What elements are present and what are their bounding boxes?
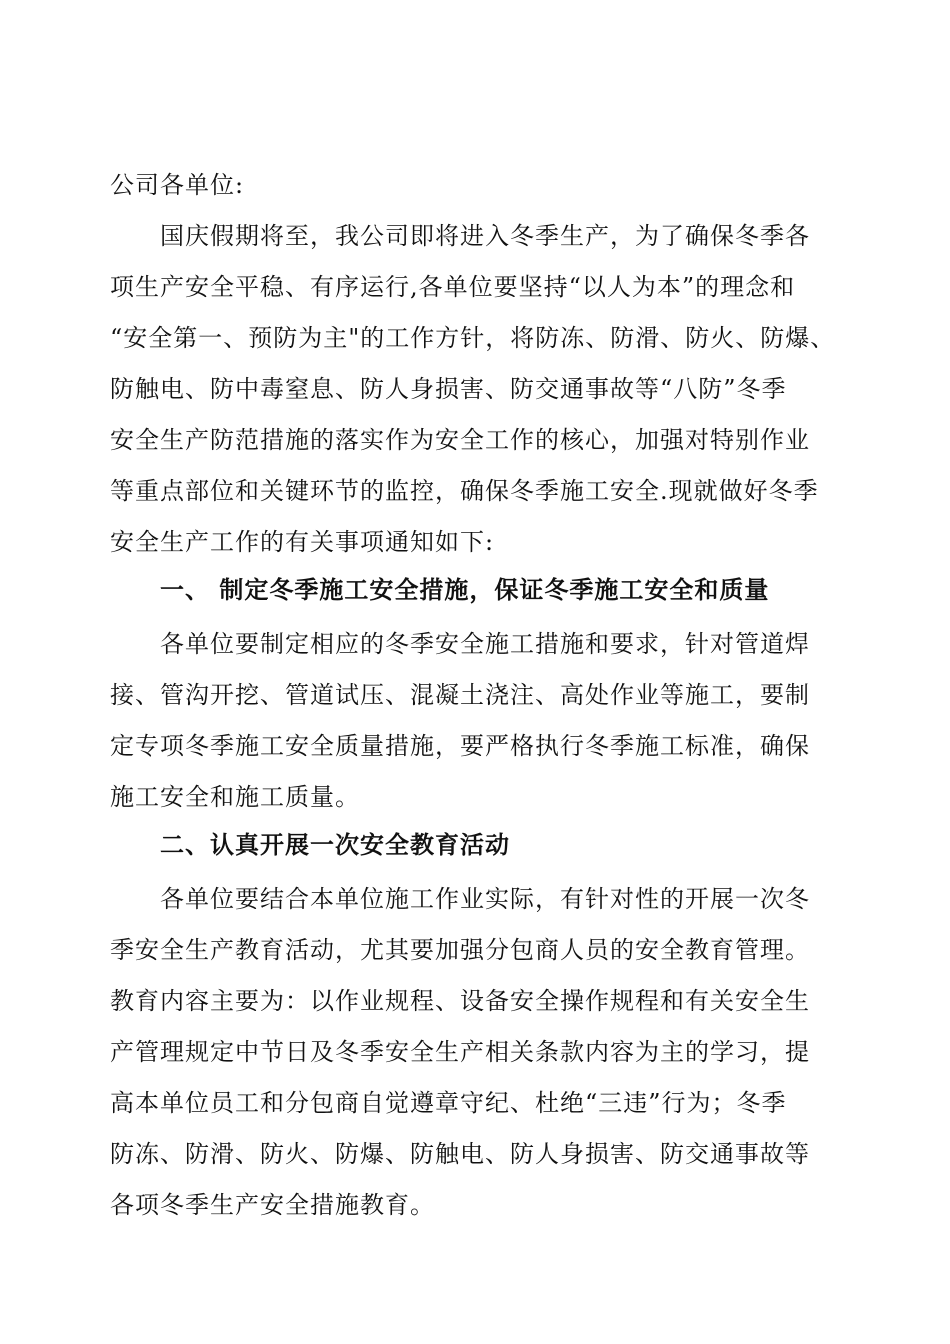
section-2-line-7: 各项冬季生产安全措施教育。	[110, 1191, 435, 1219]
intro-line-1: 国庆假期将至，我公司即将进入冬季生产，为了确保冬季各	[160, 222, 810, 250]
section-2-line-1: 各单位要结合本单位施工作业实际，有针对性的开展一次冬	[160, 885, 810, 913]
section-2-line-3: 教育内容主要为：以作业规程、设备安全操作规程和有关安全生	[110, 987, 810, 1015]
section-2-heading: 二、认真开展一次安全教育活动	[160, 831, 510, 859]
intro-line-5: 安全生产防范措施的落实作为安全工作的核心，加强对特别作业	[110, 426, 810, 454]
section-1-line-4: 施工安全和施工质量。	[110, 783, 360, 811]
intro-line-3: “安全第一、预防为主"的工作方针，将防冻、防滑、防火、防爆、	[110, 324, 836, 352]
section-2-line-5: 高本单位员工和分包商自觉遵章守纪、杜绝“三违”行为；冬季	[110, 1089, 787, 1117]
section-2-line-4: 产管理规定中节日及冬季安全生产相关条款内容为主的学习，提	[110, 1038, 810, 1066]
section-2-line-6: 防冻、防滑、防火、防爆、防触电、防人身损害、防交通事故等	[110, 1140, 810, 1168]
intro-line-6: 等重点部位和关键环节的监控，确保冬季施工安全.现就做好冬季	[110, 477, 819, 505]
intro-line-7: 安全生产工作的有关事项通知如下:	[110, 528, 495, 556]
intro-line-4: 防触电、防中毒窒息、防人身损害、防交通事故等“八防”冬季	[110, 375, 787, 403]
salutation: 公司各单位:	[110, 171, 245, 199]
intro-line-2: 项生产安全平稳、有序运行,各单位要坚持“以人为本”的理念和	[110, 273, 796, 301]
section-1-line-3: 定专项冬季施工安全质量措施，要严格执行冬季施工标准，确保	[110, 732, 810, 760]
section-1-line-2: 接、管沟开挖、管道试压、混凝土浇注、高处作业等施工，要制	[110, 681, 810, 709]
section-1-line-1: 各单位要制定相应的冬季安全施工措施和要求，针对管道焊	[160, 630, 810, 658]
section-2-line-2: 季安全生产教育活动，尤其要加强分包商人员的安全教育管理。	[110, 936, 810, 964]
section-1-heading: 一、 制定冬季施工安全措施，保证冬季施工安全和质量	[160, 576, 770, 604]
